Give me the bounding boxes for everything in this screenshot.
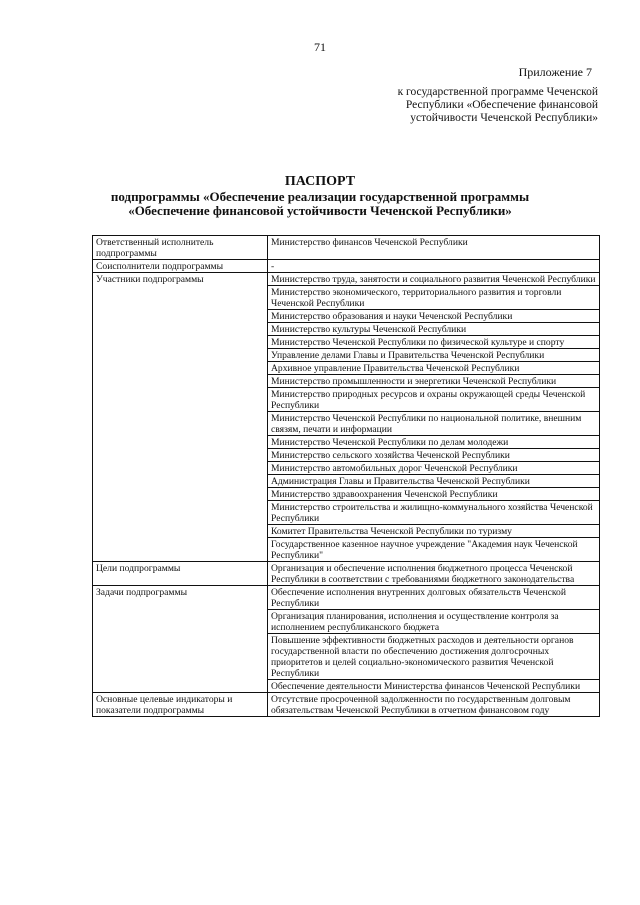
section-label-cell: Задачи подпрограммы bbox=[93, 586, 268, 693]
section-item-cell: Министерство Чеченской Республики по делам молодежи bbox=[268, 436, 600, 449]
section-item-cell: Организация и обеспечение исполнения бюджетного процесса Чеченской Республики в соответствии с требованиями бюджетного законодательства bbox=[268, 562, 600, 586]
appendix-description: к государственной программе Чеченской Республики «Обеспечение финансовой устойчивости Чеченской Республики» bbox=[397, 86, 598, 124]
table-row bbox=[93, 236, 600, 260]
section-label-cell: Ответственный исполнитель подпрограммы bbox=[93, 236, 268, 260]
section-item-cell: Отсутствие просроченной задолженности по государственным долговым обязательствам Чеченской Республики в отчетном финансовом году bbox=[268, 693, 600, 717]
section-item-cell: Министерство автомобильных дорог Чеченской Республики bbox=[268, 462, 600, 475]
table-row bbox=[93, 260, 600, 273]
section-item-cell: Обеспечение деятельности Министерства финансов Чеченской Республики bbox=[268, 680, 600, 693]
section-item-cell: Министерство Чеченской Республики по национальной политике, внешним связям, печати и информации bbox=[268, 412, 600, 436]
section-item-cell: Министерство сельского хозяйства Чеченской Республики bbox=[268, 449, 600, 462]
passport-table-body bbox=[93, 236, 600, 717]
section-item-cell: Министерство здравоохранения Чеченской Республики bbox=[268, 488, 600, 501]
section-item-cell: Министерство экономического, территориального развития и торговли Чеченской Республики bbox=[268, 286, 600, 310]
table-row bbox=[93, 562, 600, 586]
section-label-cell: Цели подпрограммы bbox=[93, 562, 268, 586]
passport-subtitle-line-1: подпрограммы «Обеспечение реализации государственной программы bbox=[110, 189, 530, 204]
section-item-cell: Комитет Правительства Чеченской Республики по туризму bbox=[268, 525, 600, 538]
passport-title: ПАСПОРТ bbox=[284, 174, 356, 189]
section-item-cell: Министерство финансов Чеченской Республики bbox=[268, 236, 600, 260]
section-item-cell: Министерство образования и науки Чеченской Республики bbox=[268, 310, 600, 323]
passport-title-block bbox=[0, 174, 640, 218]
section-item-cell: Архивное управление Правительства Чеченской Республики bbox=[268, 362, 600, 375]
section-item-cell: - bbox=[268, 260, 600, 273]
section-item-cell: Министерство Чеченской Республики по физической культуре и спорту bbox=[268, 336, 600, 349]
section-label-cell: Основные целевые индикаторы и показатели подпрограммы bbox=[93, 693, 268, 717]
table-row bbox=[93, 693, 600, 717]
table-row bbox=[93, 273, 600, 286]
section-label-cell: Участники подпрограммы bbox=[93, 273, 268, 562]
section-item-cell: Министерство труда, занятости и социального развития Чеченской Республики bbox=[268, 273, 600, 286]
section-label-cell: Соисполнители подпрограммы bbox=[93, 260, 268, 273]
section-item-cell: Министерство культуры Чеченской Республики bbox=[268, 323, 600, 336]
section-item-cell: Министерство строительства и жилищно-коммунального хозяйства Чеченской Республики bbox=[268, 501, 600, 525]
section-item-cell: Обеспечение исполнения внутренних долговых обязательств Чеченской Республики bbox=[268, 586, 600, 610]
section-item-cell: Повышение эффективности бюджетных расходов и деятельности органов государственной власти по обеспечению достижения долгосрочных приоритетов и целей социально-экономического развития Чеченской Республики bbox=[268, 634, 600, 680]
passport-subtitle-line-2: «Обеспечение финансовой устойчивости Чеченской Республики» bbox=[128, 203, 512, 218]
section-item-cell: Администрация Главы и Правительства Чеченской Республики bbox=[268, 475, 600, 488]
section-item-cell: Министерство промышленности и энергетики Чеченской Республики bbox=[268, 375, 600, 388]
section-item-cell: Государственное казенное научное учреждение "Академия наук Чеченской Республики" bbox=[268, 538, 600, 562]
passport-table bbox=[92, 235, 600, 717]
table-row bbox=[93, 586, 600, 610]
page-number: 71 bbox=[314, 40, 326, 54]
appendix-label: Приложение 7 bbox=[518, 65, 592, 79]
section-item-cell: Управление делами Главы и Правительства Чеченской Республики bbox=[268, 349, 600, 362]
section-item-cell: Министерство природных ресурсов и охраны окружающей среды Чеченской Республики bbox=[268, 388, 600, 412]
section-item-cell: Организация планирования, исполнения и осуществление контроля за исполнением республиканского бюджета bbox=[268, 610, 600, 634]
